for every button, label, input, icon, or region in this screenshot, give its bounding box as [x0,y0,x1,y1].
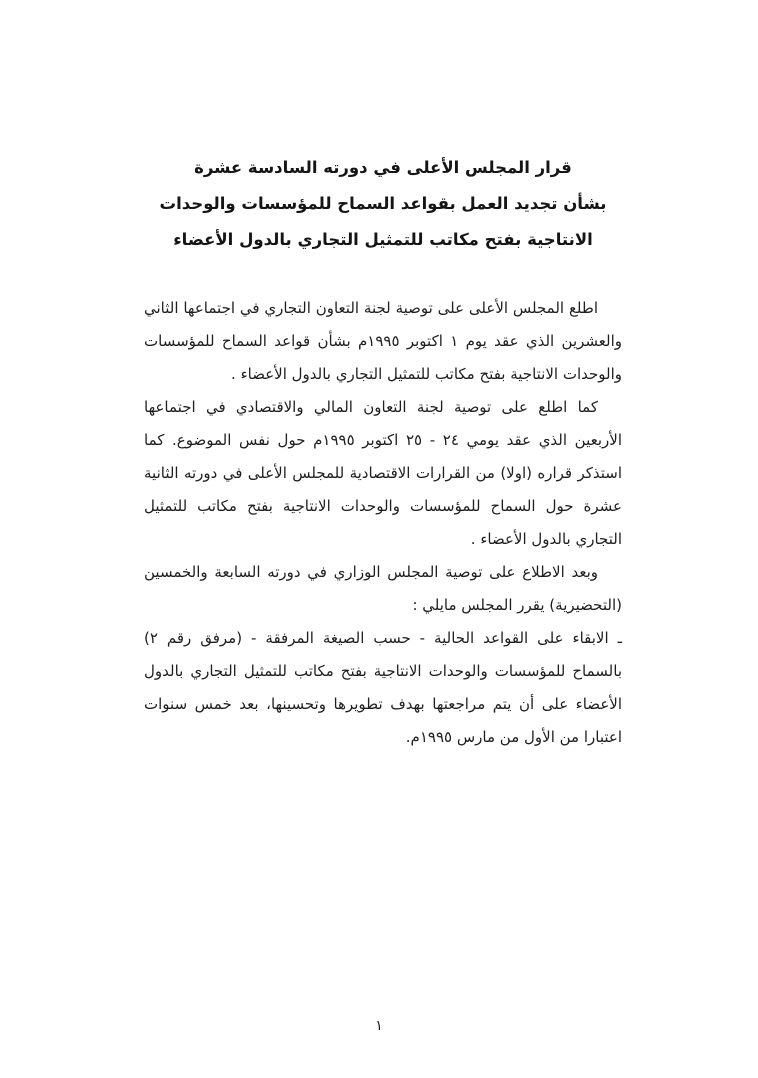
paragraph: ـ الابقاء على القواعد الحالية - حسب الصيغة المرفقة - (مرفق رقم ٢) بالسماح للمؤسسات والوحدات الانتاجية بفتح مكاتب للتمثيل التجاري بالدول الأعضاء على أن يتم مراجعتها بهدف تطويرها وتحسينها، بعد خمس سنوات اعتبارا من الأول من مارس ١٩٩٥م. [144,629,622,746]
page-number: ١ [375,1018,383,1034]
paragraph: اطلع المجلس الأعلى على توصية لجنة التعاون التجاري في اجتماعها الثاني والعشرين الذي عقد يوم ١ اكتوبر ١٩٩٥م بشأن قواعد السماح للمؤسسات والوحدات الانتاجية بفتح مكاتب للتمثيل التجاري بالدول الأعضاء . [144,299,622,383]
document-body [144,292,622,754]
text-column [144,150,622,754]
title-line: الانتاجية بفتح مكاتب للتمثيل التجاري بالدول الأعضاء [173,230,593,249]
title-line: قرار المجلس الأعلى في دورته السادسة عشرة [194,158,572,177]
paragraph: كما اطلع على توصية لجنة التعاون المالي والاقتصادي في اجتماعها الأربعين الذي عقد يومي ٢٤ - ٢٥ اكتوبر ١٩٩٥م حول نفس الموضوع. كما استذكر قراره (اولا) من القرارات الاقتصادية للمجلس الأعلى في دورته الثانية عشرة حول السماح للمؤسسات والوحدات الانتاجية بفتح مكاتب للتمثيل التجاري بالدول الأعضاء . [144,398,623,548]
document-title [144,150,622,258]
paragraph: وبعد الاطلاع على توصية المجلس الوزاري في دورته السابعة والخمسين (التحضيرية) يقرر المجلس مايلي : [144,563,622,614]
title-line: بشأن تجديد العمل بقواعد السماح للمؤسسات والوحدات [159,194,607,213]
